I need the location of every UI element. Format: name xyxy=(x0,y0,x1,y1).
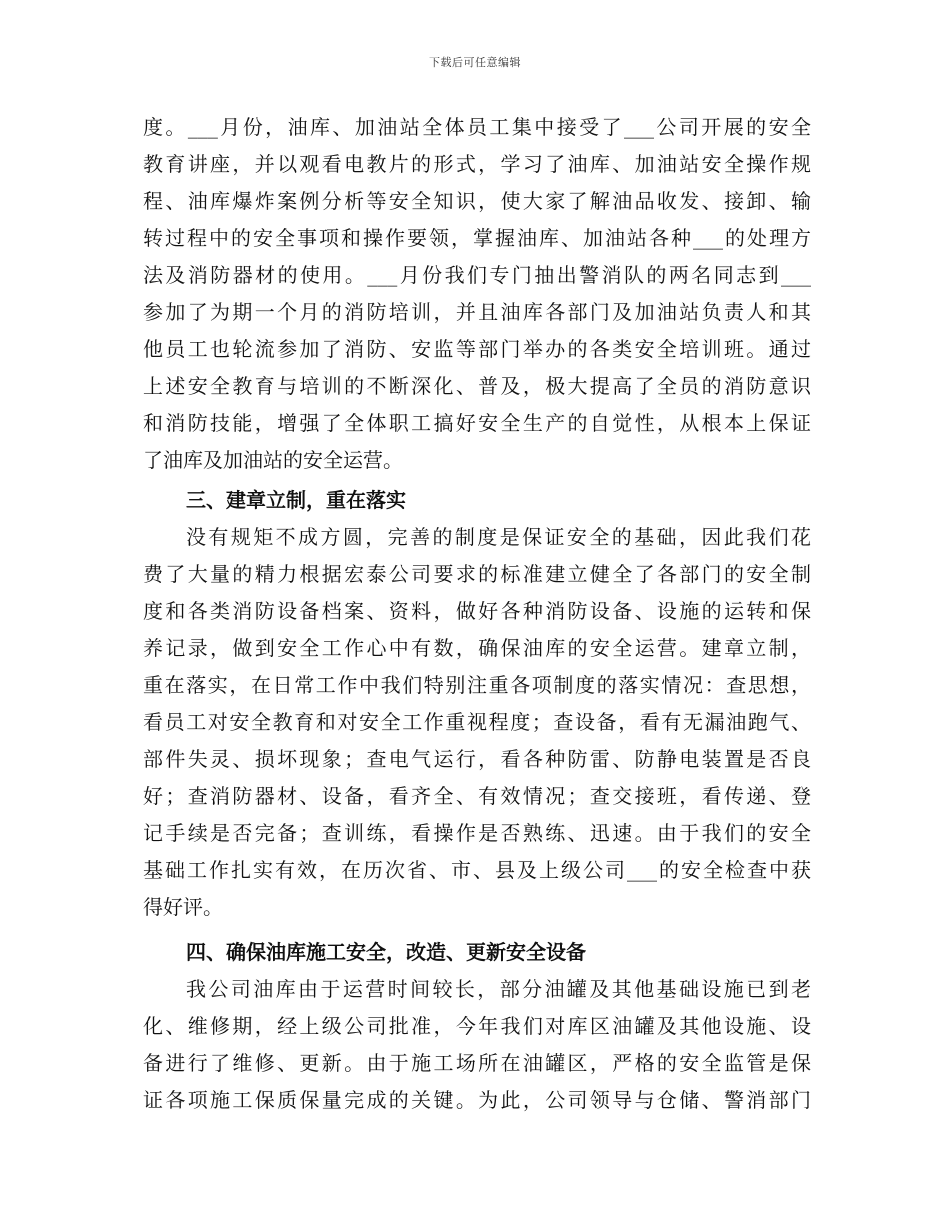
text-line: 基础工作扎实有效，在历次省、市、县及上级公司___的安全检查中获 xyxy=(143,858,811,882)
text-line: 我公司油库由于运营时间较长，部分油罐及其他基础设施已到老 xyxy=(186,977,811,1001)
text-line: 证各项施工保质保量完成的关键。为此，公司领导与仓储、警消部门 xyxy=(143,1088,811,1112)
text-line: 记手续是否完备；查训练，看操作是否熟练、迅速。由于我们的安全 xyxy=(143,821,811,845)
text-line: 法及消防器材的使用。___月份我们专门抽出警消队的两名同志到___ xyxy=(143,263,811,287)
paragraph-construction-safety xyxy=(143,971,811,1119)
paragraph-gap xyxy=(143,926,811,931)
text-line: 重在落实，在日常工作中我们特别注重各项制度的落实情况：查思想， xyxy=(143,673,811,697)
page-header: 下载后可任意编辑 xyxy=(429,56,521,69)
text-line: 和消防技能，增强了全体职工搞好安全生产的自觉性，从根本上保证 xyxy=(143,411,811,435)
text-line: 转过程中的安全事项和操作要领，掌握油库、加油站各种___的处理方 xyxy=(143,226,811,250)
paragraph-regulations xyxy=(143,519,811,926)
section-heading-3: 三、建章立制，重在落实 xyxy=(186,488,406,512)
text-line: 费了大量的精力根据宏泰公司要求的标准建立健全了各部门的安全制 xyxy=(143,562,811,586)
text-line: 度和各类消防设备档案、资料，做好各种消防设备、设施的运转和保 xyxy=(143,599,811,623)
text-line: 他员工也轮流参加了消防、安监等部门举办的各类安全培训班。通过 xyxy=(143,337,811,361)
text-line: 度。___月份，油库、加油站全体员工集中接受了___公司开展的安全 xyxy=(143,115,811,139)
text-line: 了油库及加油站的安全运营。 xyxy=(143,448,403,472)
text-line: 化、维修期，经上级公司批准，今年我们对库区油罐及其他设施、设 xyxy=(143,1014,811,1038)
text-line: 备进行了维修、更新。由于施工场所在油罐区，严格的安全监管是保 xyxy=(143,1051,811,1075)
paragraph-safety-training xyxy=(143,109,811,479)
section-heading-4: 四、确保油库施工安全，改造、更新安全设备 xyxy=(186,940,586,964)
text-line: 参加了为期一个月的消防培训，并且油库各部门及加油站负责人和其 xyxy=(143,300,811,324)
text-line: 部件失灵、损坏现象；查电气运行，看各种防雷、防静电装置是否良 xyxy=(143,747,811,771)
text-line: 教育讲座，并以观看电教片的形式，学习了油库、加油站安全操作规 xyxy=(143,152,811,176)
text-line: 得好评。 xyxy=(143,895,223,919)
text-line: 好；查消防器材、设备，看齐全、有效情况；查交接班，看传递、登 xyxy=(143,784,811,808)
text-line: 看员工对安全教育和对安全工作重视程度；查设备，看有无漏油跑气、 xyxy=(143,710,811,734)
text-line: 程、油库爆炸案例分析等安全知识，使大家了解油品收发、接卸、输 xyxy=(143,189,811,213)
document-body xyxy=(143,109,811,1119)
text-line: 没有规矩不成方圆，完善的制度是保证安全的基础，因此我们花 xyxy=(186,525,811,549)
text-line: 上述安全教育与培训的不断深化、普及，极大提高了全员的消防意识 xyxy=(143,374,811,398)
text-line: 养记录，做到安全工作心中有数，确保油库的安全运营。建章立制， xyxy=(143,636,811,660)
